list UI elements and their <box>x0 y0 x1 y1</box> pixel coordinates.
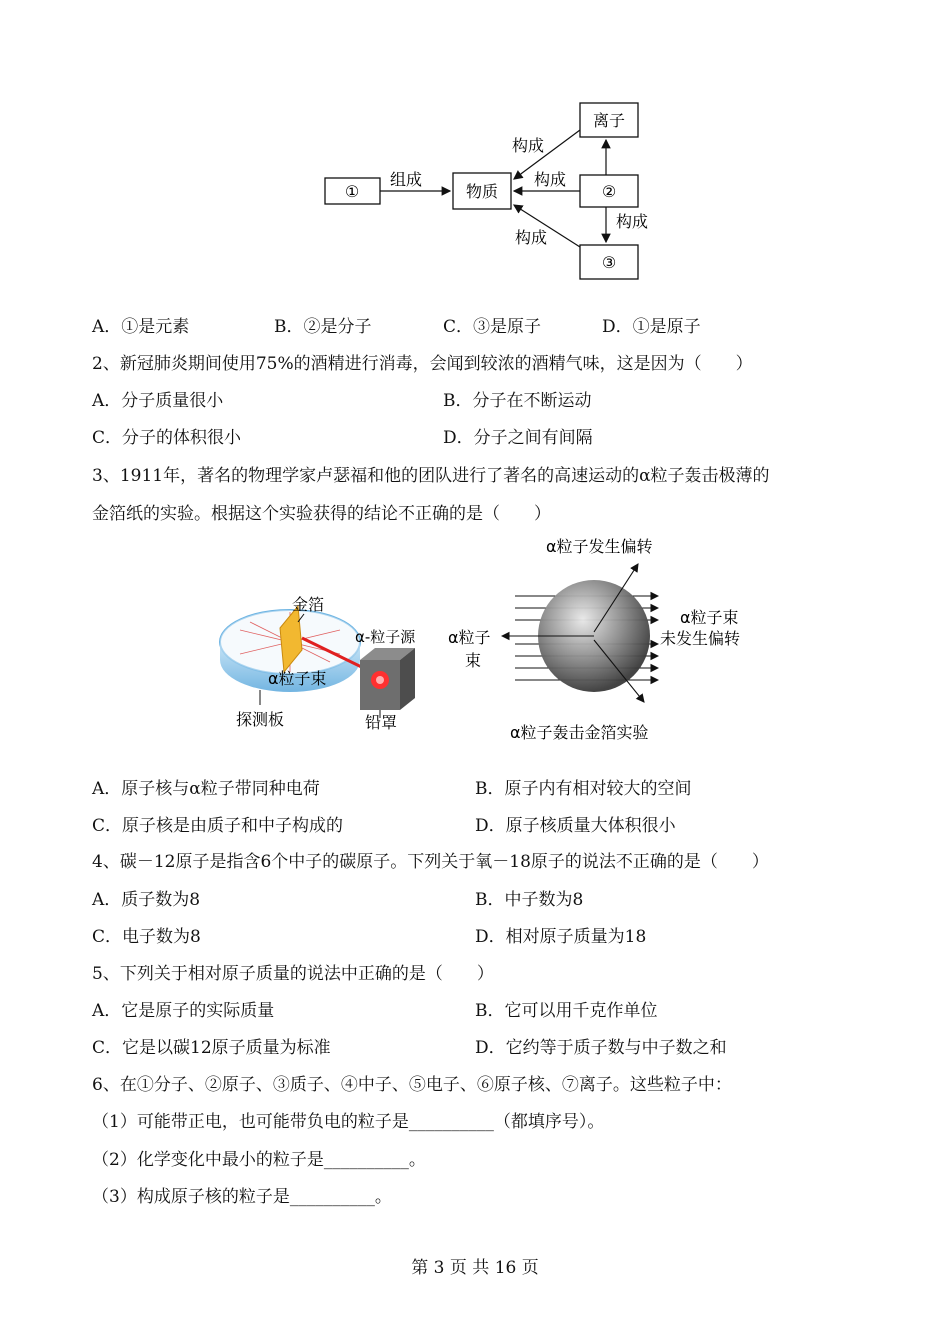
diagram-box-1: ① <box>344 182 360 201</box>
label-construct-mid: 构成 <box>533 170 567 189</box>
q2-option-b: B．分子在不断运动 <box>443 391 592 411</box>
detector-label: 探测板 <box>236 710 285 729</box>
q5-option-d: D．它约等于质子数与中子数之和 <box>475 1038 727 1058</box>
q1-option-d: D．①是原子 <box>602 317 701 337</box>
q1-option-b: B．②是分子 <box>274 317 372 337</box>
label-construct-bottom: 构成 <box>514 228 548 247</box>
q4-option-d: D．相对原子质量为18 <box>475 927 647 947</box>
not-deflected-label-2: 未发生偏转 <box>660 629 741 648</box>
alpha-source-label: α-粒子源 <box>355 628 416 646</box>
label-construct-right: 构成 <box>615 212 649 231</box>
beam-left-label-1: α粒子 <box>448 628 491 647</box>
q5-option-b: B．它可以用千克作单位 <box>475 1001 658 1021</box>
q2-option-a: A．分子质量很小 <box>92 391 224 411</box>
q2-stem: 2、新冠肺炎期间使用75%的酒精进行消毒，会闻到较浓的酒精气味，这是因为（ ） <box>92 354 753 374</box>
q3-option-d: D．原子核质量大体积很小 <box>475 816 676 836</box>
q6-stem: 6、在①分子、②原子、③质子、④中子、⑤电子、⑥原子核、⑦离子。这些粒子中： <box>92 1075 732 1095</box>
q6-sub3: （3）构成原子核的粒子是__________。 <box>92 1187 392 1207</box>
diagram-box-2: ② <box>601 182 617 201</box>
lead-shield-label: 铅罩 <box>365 713 398 732</box>
q4-option-c: C．电子数为8 <box>92 927 201 947</box>
q3-option-b: B．原子内有相对较大的空间 <box>475 779 692 799</box>
q1-option-c: C．③是原子 <box>443 317 542 337</box>
label-construct-top: 构成 <box>511 136 545 155</box>
q1-option-a: A．①是元素 <box>92 317 190 337</box>
rutherford-experiment-figure <box>210 530 770 750</box>
matter-composition-diagram <box>310 95 670 290</box>
label-compose: 组成 <box>389 170 423 189</box>
q2-option-d: D．分子之间有间隔 <box>443 428 593 448</box>
alpha-beam-label: α粒子束 <box>268 669 327 688</box>
q5-option-a: A．它是原子的实际质量 <box>92 1001 275 1021</box>
not-deflected-label-1: α粒子束 <box>680 608 739 627</box>
diagram-box-3: ③ <box>601 253 617 272</box>
diagram-box-ion: 离子 <box>592 111 626 130</box>
diagram-box-matter: 物质 <box>465 182 499 201</box>
q3-option-c: C．原子核是由质子和中子构成的 <box>92 816 344 836</box>
q3-option-a: A．原子核与α粒子带同种电荷 <box>92 779 320 799</box>
lead-shield-box <box>360 648 415 710</box>
gold-foil-label: 金箔 <box>292 595 325 614</box>
q6-sub1: （1）可能带正电，也可能带负电的粒子是__________（都填序号）。 <box>92 1112 605 1132</box>
q4-stem: 4、碳－12原子是指含6个中子的碳原子。下列关于氧－18原子的说法不正确的是（ ） <box>92 852 769 872</box>
q4-option-b: B．中子数为8 <box>475 890 584 910</box>
deflected-label: α粒子发生偏转 <box>546 537 653 556</box>
q6-sub2: （2）化学变化中最小的粒子是__________。 <box>92 1150 426 1170</box>
q4-option-a: A．质子数为8 <box>92 890 201 910</box>
page-footer: 第 3 页 共 16 页 <box>411 1258 539 1278</box>
q5-option-c: C．它是以碳12原子质量为标准 <box>92 1038 331 1058</box>
q2-option-c: C．分子的体积很小 <box>92 428 242 448</box>
figure-caption: α粒子轰击金箔实验 <box>510 723 649 742</box>
q5-stem: 5、下列关于相对原子质量的说法中正确的是（ ） <box>92 964 494 984</box>
q3-stem-line1: 3、1911年，著名的物理学家卢瑟福和他的团队进行了著名的高速运动的α粒子轰击极薄的 <box>92 466 770 486</box>
beam-left-label-2: 束 <box>465 651 482 670</box>
q3-stem-line2: 金箔纸的实验。根据这个实验获得的结论不正确的是（ ） <box>92 504 551 524</box>
